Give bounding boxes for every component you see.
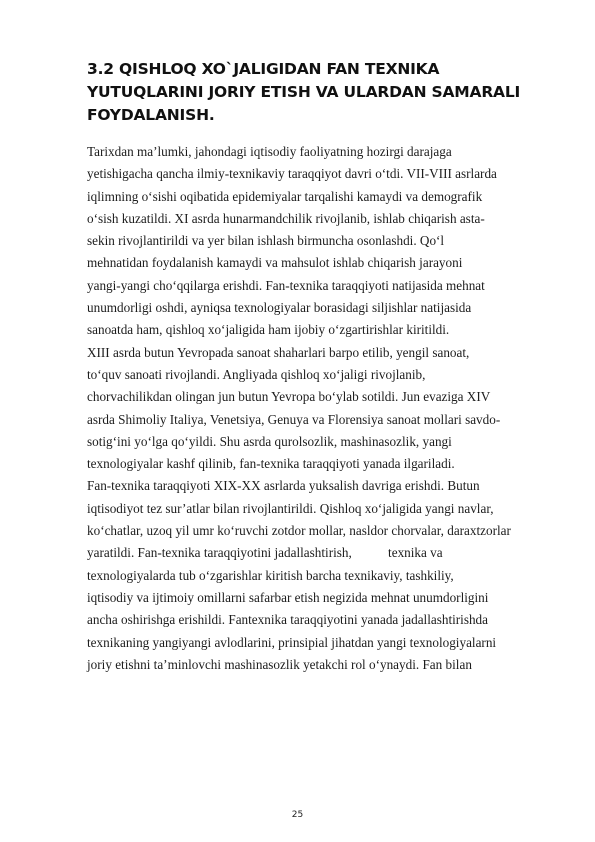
text-line: yangi-yangi cho‘qqilarga erishdi. Fan-texnika taraqqiyoti natijasida mehnat [87, 277, 485, 293]
section-heading [87, 58, 567, 127]
text-line: joriy etishni ta’minlovchi mashinasozlik yetakchi rol o‘ynaydi. Fan bilan [87, 656, 472, 672]
text-line: yaratildi. Fan-texnika taraqqiyotini jadallashtirish, texnika va [87, 545, 443, 561]
heading-line: 3.2 QISHLOQ XO`JALIGIDAN FAN TEXNIKA [87, 60, 440, 78]
text-line: Tarixdan ma’lumki, jahondagi iqtisodiy faoliyatning hozirgi darajaga [87, 144, 452, 159]
text-line: yetishigacha qancha ilmiy-texnikaviy taraqqiyot davri o‘tdi. VII-VIII asrlarda [87, 166, 497, 182]
text-line: ancha oshirishga erishildi. Fantexnika taraqqiyotini yanada jadallashtirishda [87, 612, 489, 628]
text-line: texnologiyalar kashf qilinib, fan-texnika taraqqiyoti yanada ilgariladi. [87, 456, 455, 472]
text-line: XIII asrda butun Yevropada sanoat shaharlari barpo etilib, yengil sanoat, [87, 344, 470, 360]
text-line: texnikaning yangiyangi avlodlarini, prinsipial jihatdan yangi texnologiyalarni [87, 634, 497, 650]
text-line: iqlimning o‘sishi oqibatida epidemiyalar tarqalishi kamaydi va demografik [87, 188, 483, 204]
text-line: to‘quv sanoati rivojlandi. Angliyada qishloq xo‘jaligi rivojlanib, [87, 366, 426, 382]
text-line: ko‘chatlar, uzoq yil umr ko‘ruvchi zotdor mollar, nasldor chorvalar, daraxtzorlar [87, 523, 511, 539]
text-line: mehnatidan foydalanish kamaydi va mahsulot ishlab chiqarish jarayoni [87, 255, 463, 271]
text-line: sanoatda ham, qishloq xo‘jaligida ham ijobiy o‘zgartirishlar kiritildi. [87, 322, 450, 338]
text-line: chorvachilikdan olingan jun butun Yevropa bo‘ylab sotildi. Jun evaziga XIV [87, 389, 491, 405]
body-paragraph [87, 141, 557, 676]
text-line: sekin rivojlantirildi va yer bilan ishlash birmuncha osonlashdi. Qo‘l [87, 233, 445, 249]
text-line: iqtisodiy va ijtimoiy omillarni safarbar etish negizida mehnat unumdorligini [87, 589, 489, 605]
text-line: sotig‘ini yo‘lga qo‘yildi. Shu asrda qurolsozlik, mashinasozlik, yangi [87, 433, 452, 449]
text-line: unumdorligi oshdi, ayniqsa texnologiyalar borasidagi siljishlar natijasida [87, 300, 472, 316]
text-line: Fan-texnika taraqqiyoti XIX-XX asrlarda yuksalish davriga erishdi. Butun [87, 478, 480, 494]
heading-line: YUTUQLARINI JORIY ETISH VA ULARDAN SAMARALI [87, 83, 521, 101]
page-number: 25 [291, 810, 304, 820]
text-line: iqtisodiyot tez sur’atlar bilan rivojlantirildi. Qishloq xo‘jaligida yangi navlar, [87, 500, 494, 516]
text-line: o‘sish kuzatildi. XI asrda hunarmandchilik rivojlanib, ishlab chiqarish asta- [87, 210, 485, 226]
text-line: texnologiyalarda tub o‘zgarishlar kiritish barcha texnikaviy, tashkiliy, [87, 567, 454, 583]
text-line: asrda Shimoliy Italiya, Venetsiya, Genuya va Florensiya sanoat mollari savdo- [87, 411, 501, 427]
heading-line: FOYDALANISH. [87, 106, 215, 124]
